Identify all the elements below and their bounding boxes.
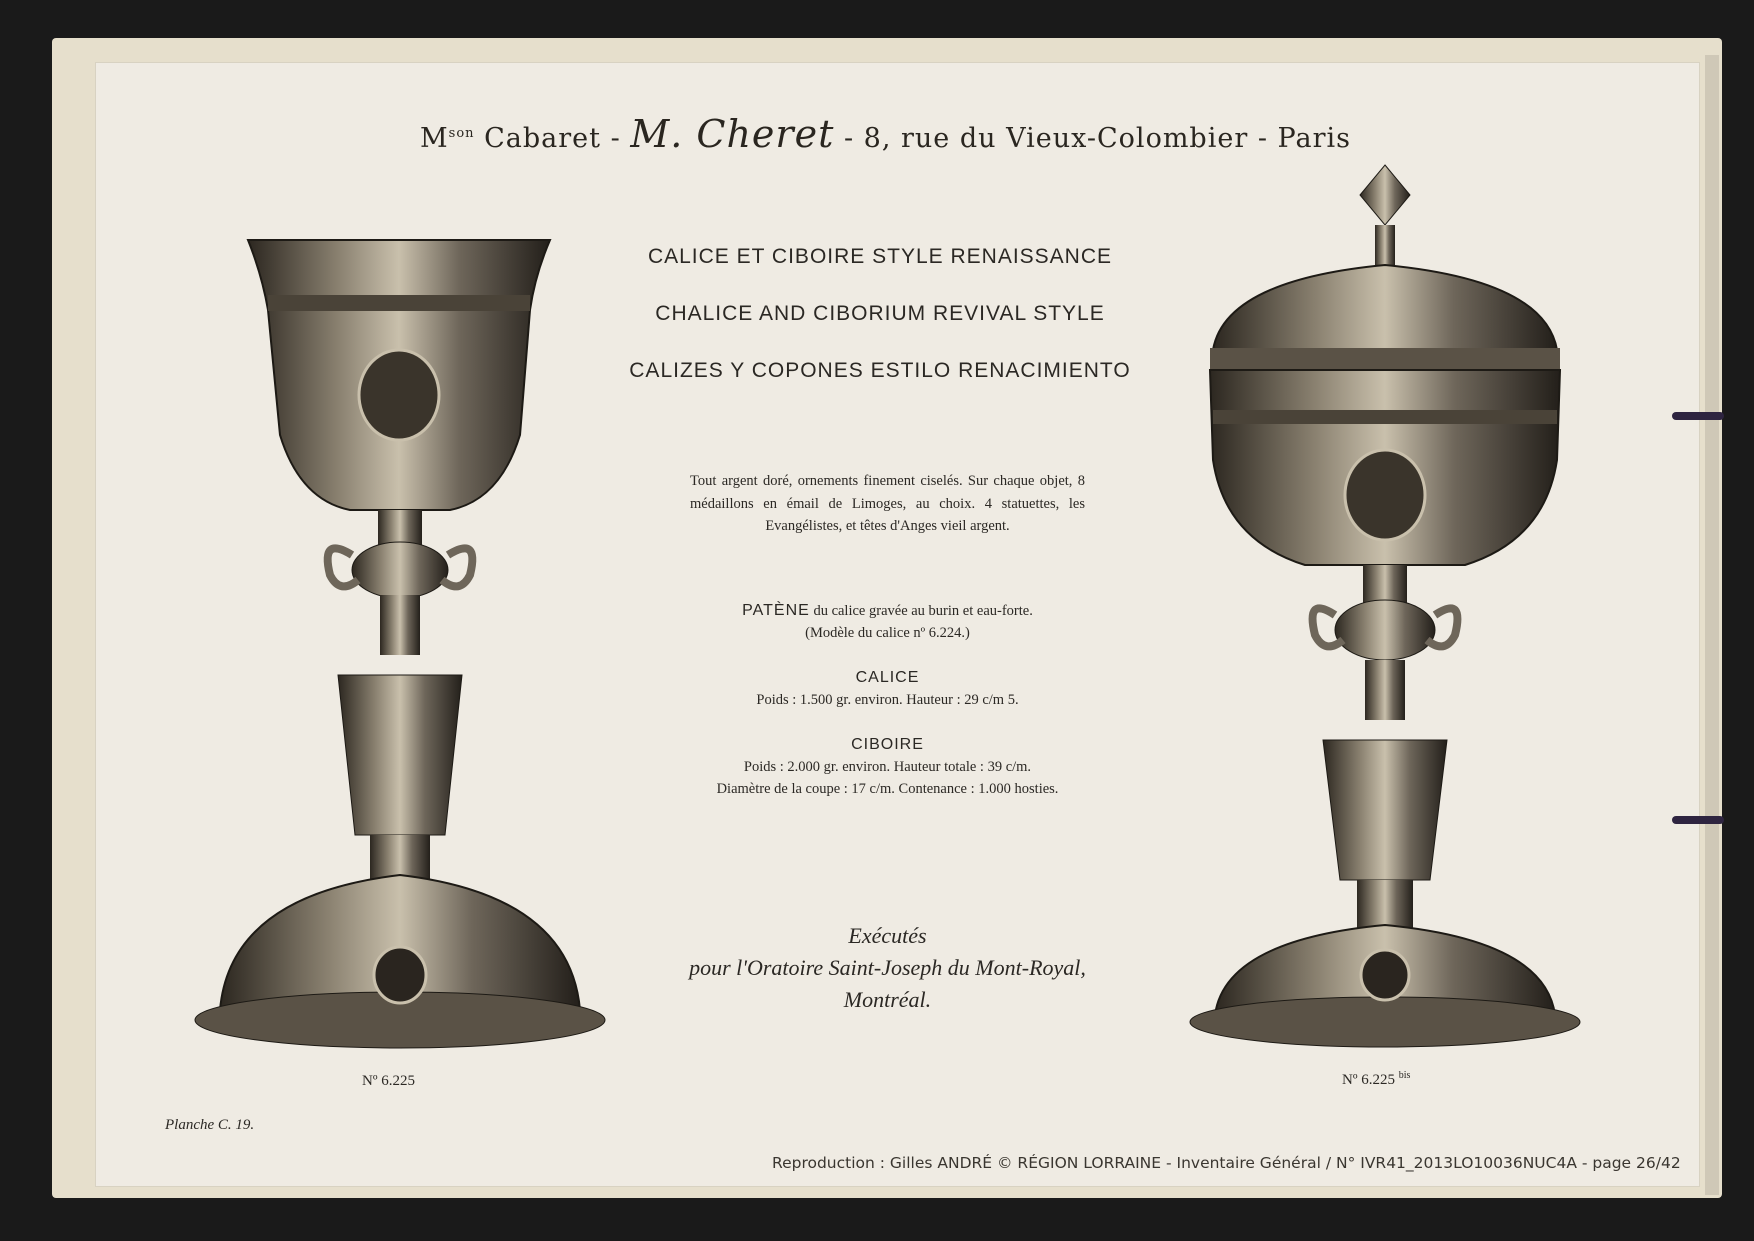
right-item-number-main: Nº 6.225 [1342, 1072, 1395, 1088]
right-item-number-suffix: bis [1398, 1070, 1411, 1081]
header-house: Cabaret [484, 123, 601, 154]
chalice-illustration [190, 235, 610, 1065]
titles-block [560, 228, 1200, 399]
patene-model: (Modèle du calice nº 6.224.) [805, 625, 970, 641]
plate-number: Planche C. 19. [165, 1117, 255, 1133]
header-prefix-sup: son [448, 126, 475, 141]
binding-cord-bottom [1672, 816, 1724, 824]
ciboire-line-1: Poids : 2.000 gr. environ. Hauteur totale : 39 c/m. [743, 759, 1032, 775]
title-spanish: CALIZES Y COPONES ESTILO RENACIMIENTO [629, 359, 1131, 382]
header-address: 8, rue du Vieux-Colombier [863, 123, 1249, 154]
header-separator: - [610, 123, 621, 154]
calice-heading: CALICE [855, 669, 920, 686]
calice-spec [690, 667, 1085, 711]
header-separator: - [1257, 123, 1268, 154]
patene-block [690, 600, 1085, 644]
description-text: Tout argent doré, ornements finement ciselés. Sur chaque objet, 8 médaillons en émail de Limoges, au choix. 4 statuettes, les Evangélistes, et têtes d'Anges vieil argent. [690, 473, 1085, 534]
reproduction-credit: Reproduction : Gilles ANDRÉ © RÉGION LORRAINE - Inventaire Général / N° IVR41_2013LO10036NUC4A - page 26/42 [772, 1154, 1681, 1172]
ciboire-spec [690, 734, 1085, 800]
right-item-number [1342, 1070, 1410, 1089]
catalog-header [420, 112, 1351, 156]
binding-cord-top [1672, 412, 1724, 420]
header-maker: M. Cheret [630, 112, 835, 156]
executed-line-3: Montréal. [843, 987, 932, 1012]
ciborium-illustration [1185, 160, 1595, 1055]
ciboire-heading: CIBOIRE [851, 736, 924, 753]
patene-text: du calice gravée au burin et eau-forte. [813, 603, 1033, 619]
executed-line-2: pour l'Oratoire Saint-Joseph du Mont-Royal, [689, 955, 1086, 980]
left-item-number: Nº 6.225 [362, 1073, 415, 1089]
executed-line-1: Exécutés [848, 923, 927, 948]
patene-label: PATÈNE [742, 602, 810, 619]
ciboire-line-2: Diamètre de la coupe : 17 c/m. Contenance : 1.000 hosties. [716, 781, 1059, 797]
header-prefix: M [420, 123, 449, 154]
header-city: Paris [1277, 123, 1351, 154]
calice-line: Poids : 1.500 gr. environ. Hauteur : 29 c/m 5. [756, 692, 1019, 708]
header-separator: - [843, 123, 855, 154]
title-french: CALICE ET CIBOIRE STYLE RENAISSANCE [647, 245, 1113, 268]
executed-for-block [640, 920, 1135, 1016]
title-english: CHALICE AND CIBORIUM REVIVAL STYLE [655, 302, 1105, 325]
album-spine [1705, 55, 1719, 1195]
